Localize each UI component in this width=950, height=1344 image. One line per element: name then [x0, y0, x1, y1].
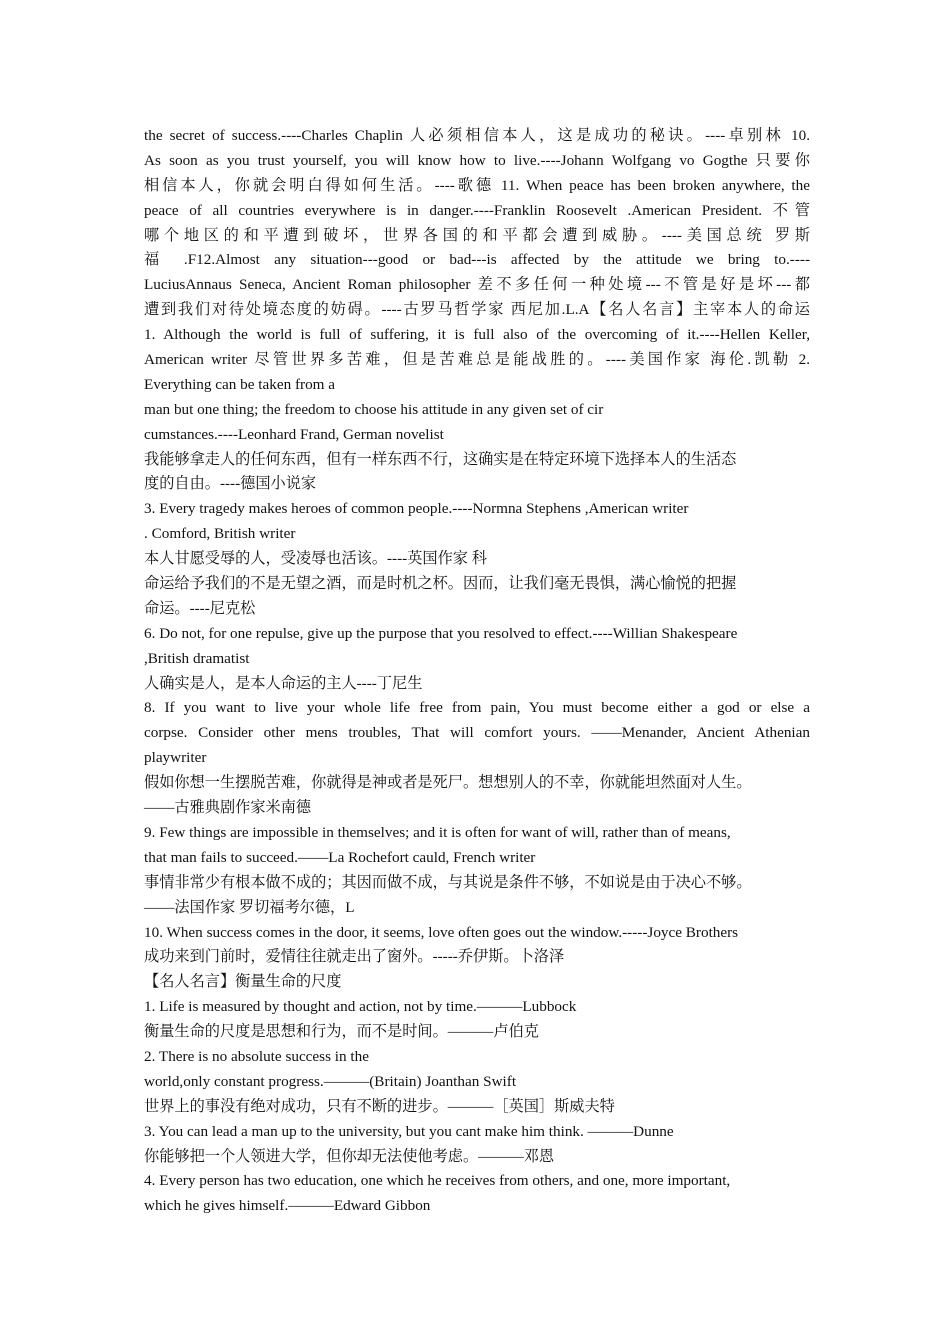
text-line: 3. Every tragedy makes heroes of common people.----Normna Stephens ,American writer — [144, 500, 689, 518]
text-line: 我能够拿走人的任何东西，但有一样东西不行，这确实是在特定环境下选择本人的生活态 — [144, 450, 737, 468]
document-body — [144, 124, 810, 1219]
text-line: 命运给予我们的不是无望之酒，而是时机之杯。因而，让我们毫无畏惧，满心愉悦的把握 — [144, 575, 737, 593]
text-line: cumstances.----Leonhard Frand, German novelist — [144, 425, 444, 443]
text-line: 人确实是人，是本人命运的主人----丁尼生 — [144, 674, 423, 692]
text-line: 命运。----尼克松 — [144, 599, 256, 617]
text-line: 6. Do not, for one repulse, give up the purpose that you resolved to effect.----Willian Shakespeare — [144, 624, 738, 642]
text-line: peace of all countries everywhere is in danger.----Franklin Roosevelt .American President. 不管 — [144, 201, 810, 219]
text-line: 1. Although the world is full of suffering, it is full also of the overcoming of it.----Hellen Keller, — [144, 326, 810, 344]
text-line: 事情非常少有根本做不成的；其因而做不成，与其说是条件不够，不如说是由于决心不够。 — [144, 873, 752, 891]
text-line: 成功来到门前时，爱情往往就走出了窗外。-----乔伊斯。卜洛泽 — [144, 948, 565, 966]
text-line: ——法国作家 罗切福考尔德，L — [144, 898, 355, 916]
text-line: playwriter — [144, 749, 207, 767]
text-line: that man fails to succeed.——La Rochefort cauld, French writer — [144, 848, 536, 866]
text-line: 1. Life is measured by thought and action, not by time.———Lubbock — [144, 998, 577, 1016]
text-line: 2. There is no absolute success in the — [144, 1047, 369, 1065]
text-line: 你能够把一个人领进大学，但你却无法使他考虑。———邓恩 — [144, 1147, 555, 1165]
text-line: man but one thing; the freedom to choose his attitude in any given set of cir — [144, 400, 604, 418]
text-line: corpse. Consider other mens troubles, That will comfort yours. ——Menander, Ancient Athenian — [144, 724, 810, 742]
text-line: 假如你想一生摆脱苦难，你就得是神或者是死尸。想想别人的不幸，你就能坦然面对人生。 — [144, 774, 752, 792]
text-line: 哪个地区的和平遭到破坏，世界各国的和平都会遭到威胁。----美国总统 罗斯 — [144, 226, 810, 244]
text-line: 4. Every person has two education, one which he receives from others, and one, more important, — [144, 1172, 731, 1190]
text-line: 遭到我们对待处境态度的妨碍。----古罗马哲学家 西尼加.L.A【名人名言】主宰本人的命运 — [144, 301, 810, 319]
text-line: which he gives himself.———Edward Gibbon — [144, 1197, 431, 1215]
text-line: Everything can be taken from a — [144, 375, 336, 393]
text-line: 8. If you want to live your whole life free from pain, You must become either a god or else a — [144, 699, 810, 717]
text-line: the secret of success.----Charles Chaplin 人必须相信本人，这是成功的秘诀。----卓别林 10. — [144, 127, 810, 144]
text-line: . Comford, British writer — [144, 525, 296, 543]
text-line: American writer 尽管世界多苦难，但是苦难总是能战胜的。----美国作家 海伦.凯勒 2. — [144, 351, 810, 369]
text-line: ,British dramatist — [144, 649, 250, 667]
text-line: As soon as you trust yourself, you will know how to live.----Johann Wolfgang vo Gogthe 只要你 — [144, 151, 810, 169]
text-line: 度的自由。----德国小说家 — [144, 475, 317, 493]
text-line: 【名人名言】衡量生命的尺度 — [144, 973, 342, 991]
text-line: 10. When success comes in the door, it seems, love often goes out the window.-----Joyce Brothers — [144, 923, 739, 941]
text-line: 本人甘愿受辱的人，受凌辱也活该。----英国作家 科 — [144, 550, 487, 568]
text-line: 衡量生命的尺度是思想和行为，而不是时间。———卢伯克 — [144, 1023, 539, 1041]
text-line: 相信本人，你就会明白得如何生活。----歌德 11. When peace has been broken anywhere, the — [144, 176, 810, 194]
text-line: ——古雅典剧作家米南德 — [144, 799, 312, 817]
text-line: 3. You can lead a man up to the university, but you cant make him think. ———Dunne — [144, 1122, 674, 1140]
text-line: LuciusAnnaus Seneca, Ancient Roman philosopher 差不多任何一种处境---不管是好是坏---都 — [144, 276, 810, 294]
text-line: world,only constant progress.———(Britain) Joanthan Swift — [144, 1072, 517, 1090]
text-line: 福 .F12.Almost any situation---good or bad---is affected by the attitude we bring to.---- — [144, 251, 810, 269]
text-line: 9. Few things are impossible in themselves; and it is often for want of will, rather than of means, — [144, 823, 731, 841]
text-line: 世界上的事没有绝对成功，只有不断的进步。———［英国］斯威夫特 — [144, 1097, 615, 1115]
